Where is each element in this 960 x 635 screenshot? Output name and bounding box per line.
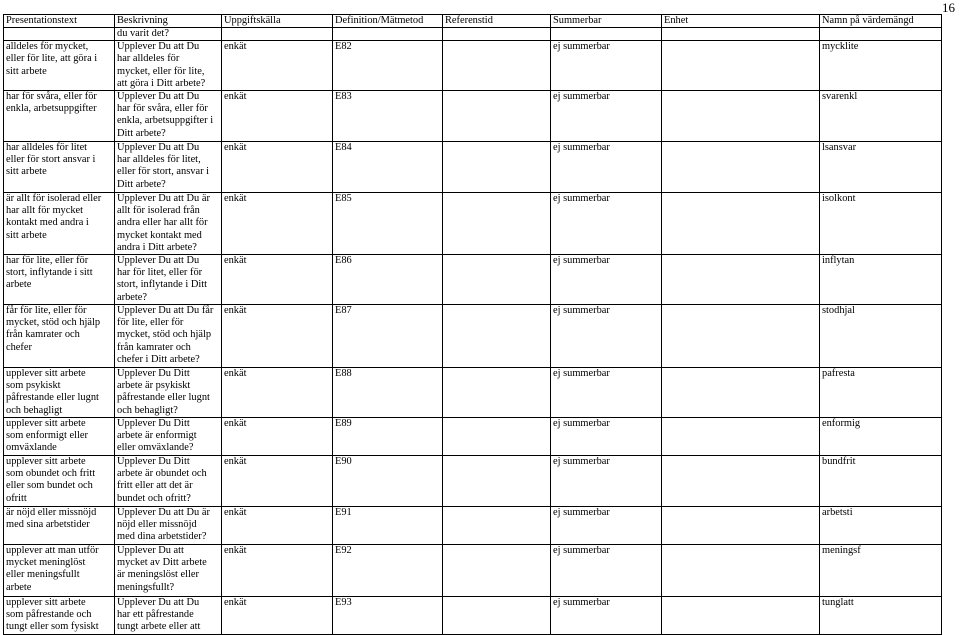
table-row [4,456,942,507]
reference-time-cell [443,305,551,368]
unit-cell [662,507,820,545]
empty-cell [333,28,443,41]
value-set-cell: inflytan [820,255,942,305]
value-set-cell: bundfrit [820,456,942,507]
source-cell: enkät [222,456,333,507]
description-cell: Upplever Du att mycket av Ditt arbete är meningslöst eller meningsfullt? [115,545,222,597]
table-row [4,142,942,193]
definition-cell: E90 [333,456,443,507]
source-cell: enkät [222,305,333,368]
reference-time-cell [443,507,551,545]
continuation-text: du varit det? [115,28,222,41]
presentation-cell: har för lite, eller för stort, inflytande i sitt arbete [4,255,115,305]
description-cell: Upplever Du att Du har för svåra, eller för enkla, arbetsuppgifter i Ditt arbete? [115,91,222,142]
table-row [4,368,942,418]
table-row [4,597,942,635]
presentation-cell: upplever sitt arbete som psykiskt påfrestande eller lugnt och behagligt [4,368,115,418]
presentation-cell: är allt för isolerad eller har allt för mycket kontakt med andra i sitt arbete [4,193,115,255]
summable-cell: ej summerbar [551,305,662,368]
unit-cell [662,368,820,418]
definition-cell: E92 [333,545,443,597]
summable-cell: ej summerbar [551,142,662,193]
value-set-cell: isolkont [820,193,942,255]
definition-cell: E89 [333,418,443,456]
source-cell: enkät [222,41,333,91]
column-header: Namn på värdemängd [820,15,942,28]
summable-cell: ej summerbar [551,41,662,91]
unit-cell [662,418,820,456]
column-header: Beskrivning [115,15,222,28]
summable-cell: ej summerbar [551,255,662,305]
definition-cell: E82 [333,41,443,91]
empty-cell [662,28,820,41]
column-header: Referenstid [443,15,551,28]
presentation-cell: är nöjd eller missnöjd med sina arbetstider [4,507,115,545]
continuation-row [4,28,942,41]
table-row [4,193,942,255]
source-cell: enkät [222,597,333,635]
empty-cell [443,28,551,41]
empty-cell [4,28,115,41]
description-cell: Upplever Du att Du har ett påfrestande tungt arbete eller att [115,597,222,635]
description-cell: Upplever Du Ditt arbete är obundet och fritt eller att det är bundet och ofritt? [115,456,222,507]
value-set-cell: lsansvar [820,142,942,193]
summable-cell: ej summerbar [551,368,662,418]
presentation-cell: får för lite, eller för mycket, stöd och hjälp från kamrater och chefer [4,305,115,368]
reference-time-cell [443,142,551,193]
definition-cell: E91 [333,507,443,545]
presentation-cell: har alldeles för litet eller för stort ansvar i sitt arbete [4,142,115,193]
description-cell: Upplever Du att Du har för litet, eller för stort, inflytande i Ditt arbete? [115,255,222,305]
page-number: 16 [942,0,955,15]
source-cell: enkät [222,91,333,142]
empty-cell [222,28,333,41]
column-header: Summerbar [551,15,662,28]
table-row [4,305,942,368]
presentation-cell: har för svåra, eller för enkla, arbetsuppgifter [4,91,115,142]
empty-cell [551,28,662,41]
summable-cell: ej summerbar [551,597,662,635]
reference-time-cell [443,456,551,507]
table-row [4,255,942,305]
reference-time-cell [443,418,551,456]
source-cell: enkät [222,507,333,545]
table-row [4,545,942,597]
definition-cell: E86 [333,255,443,305]
source-cell: enkät [222,368,333,418]
reference-time-cell [443,41,551,91]
reference-time-cell [443,368,551,418]
unit-cell [662,142,820,193]
reference-time-cell [443,91,551,142]
summable-cell: ej summerbar [551,545,662,597]
presentation-cell: upplever sitt arbete som påfrestande och tungt eller som fysiskt [4,597,115,635]
reference-time-cell [443,255,551,305]
source-cell: enkät [222,418,333,456]
source-cell: enkät [222,193,333,255]
unit-cell [662,305,820,368]
table-row [4,91,942,142]
summable-cell: ej summerbar [551,507,662,545]
unit-cell [662,193,820,255]
description-cell: Upplever Du Ditt arbete är psykiskt påfrestande eller lugnt och behagligt? [115,368,222,418]
empty-cell [820,28,942,41]
source-cell: enkät [222,255,333,305]
definition-cell: E88 [333,368,443,418]
reference-time-cell [443,545,551,597]
column-header: Presentationstext [4,15,115,28]
variable-table [3,14,942,635]
description-cell: Upplever Du att Du får för lite, eller för mycket, stöd och hjälp från kamrater och chefer i Ditt arbete? [115,305,222,368]
value-set-cell: mycklite [820,41,942,91]
summable-cell: ej summerbar [551,193,662,255]
description-cell: Upplever Du att Du är nöjd eller missnöjd med dina arbetstider? [115,507,222,545]
unit-cell [662,41,820,91]
value-set-cell: tunglatt [820,597,942,635]
unit-cell [662,91,820,142]
description-cell: Upplever Du att Du har alldeles för mycket, eller för lite, att göra i Ditt arbete? [115,41,222,91]
value-set-cell: meningsf [820,545,942,597]
column-header: Uppgiftskälla [222,15,333,28]
unit-cell [662,597,820,635]
source-cell: enkät [222,142,333,193]
description-cell: Upplever Du att Du har alldeles för litet, eller för stort, ansvar i Ditt arbete? [115,142,222,193]
presentation-cell: upplever sitt arbete som enformigt eller omväxlande [4,418,115,456]
summable-cell: ej summerbar [551,418,662,456]
presentation-cell: upplever sitt arbete som obundet och fritt eller som bundet och ofritt [4,456,115,507]
unit-cell [662,255,820,305]
presentation-cell: upplever att man utför mycket meninglöst eller meningsfullt arbete [4,545,115,597]
summable-cell: ej summerbar [551,456,662,507]
value-set-cell: pafresta [820,368,942,418]
table-row [4,507,942,545]
definition-cell: E84 [333,142,443,193]
description-cell: Upplever Du Ditt arbete är enformigt eller omväxlande? [115,418,222,456]
table-row [4,418,942,456]
value-set-cell: svarenkl [820,91,942,142]
definition-cell: E85 [333,193,443,255]
reference-time-cell [443,193,551,255]
definition-cell: E83 [333,91,443,142]
table-row [4,41,942,91]
presentation-cell: alldeles för mycket, eller för lite, att göra i sitt arbete [4,41,115,91]
column-header: Enhet [662,15,820,28]
unit-cell [662,456,820,507]
header-row [4,15,942,28]
reference-time-cell [443,597,551,635]
source-cell: enkät [222,545,333,597]
value-set-cell: arbetsti [820,507,942,545]
unit-cell [662,545,820,597]
summable-cell: ej summerbar [551,91,662,142]
description-cell: Upplever Du att Du är allt för isolerad från andra eller har allt för mycket kontakt med andra i Ditt arbete? [115,193,222,255]
table-body [4,28,942,635]
column-header: Definition/Mätmetod [333,15,443,28]
value-set-cell: stodhjal [820,305,942,368]
definition-cell: E87 [333,305,443,368]
definition-cell: E93 [333,597,443,635]
value-set-cell: enformig [820,418,942,456]
